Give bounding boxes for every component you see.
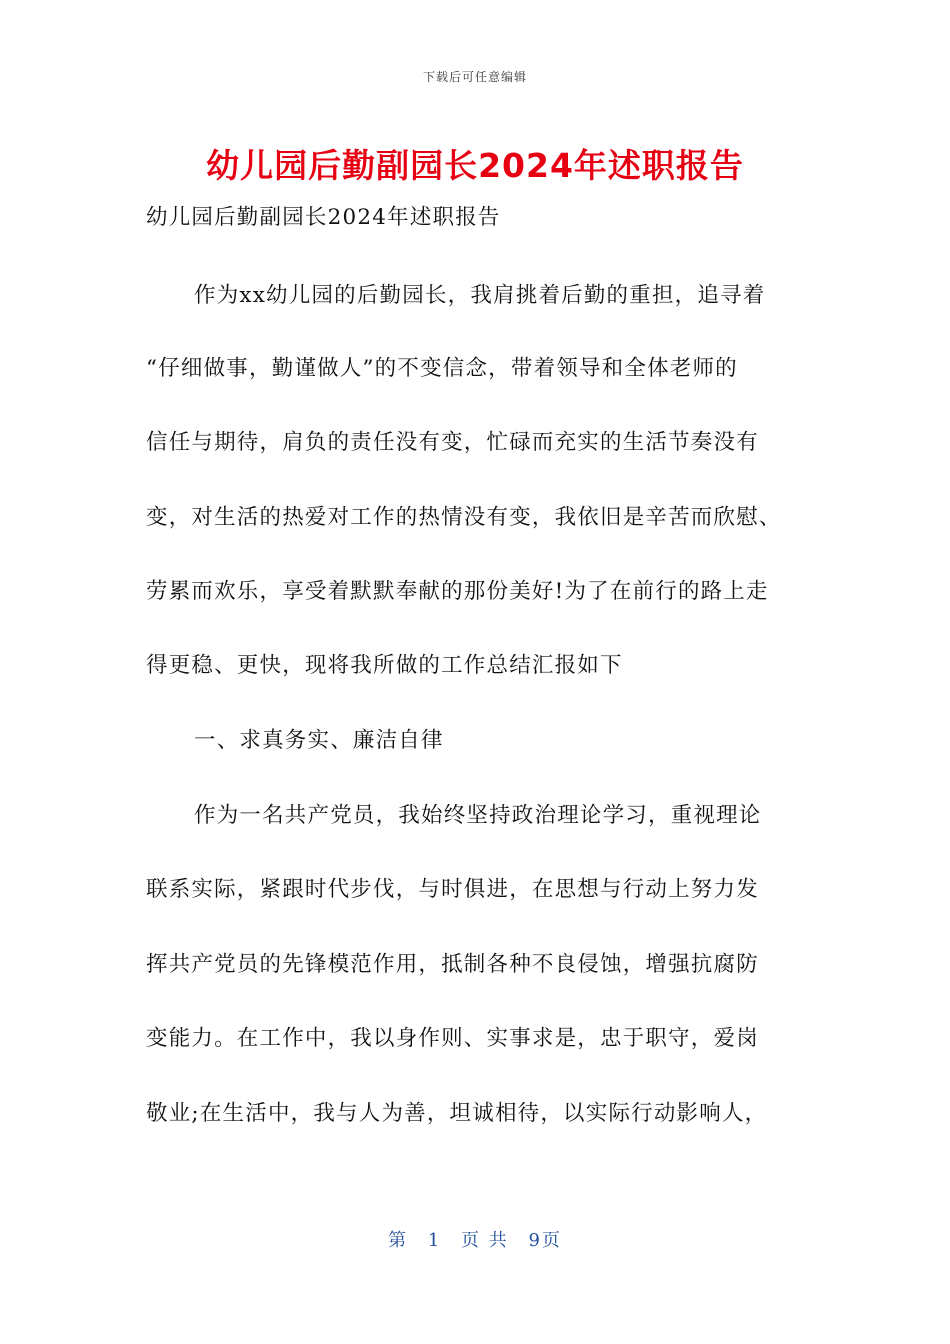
paragraph-line: 作为一名共产党员，我始终坚持政治理论学习，重视理论 <box>194 803 762 828</box>
paragraph-line: 作为xx幼儿园的后勤园长，我肩挑着后勤的重担，追寻着 <box>194 283 766 308</box>
document-title: 幼儿园后勤副园长2024年述职报告 <box>206 146 744 185</box>
header-note: 下载后可任意编辑 <box>422 70 527 84</box>
document-subtitle: 幼儿园后勤副园长2024年述职报告 <box>146 205 501 230</box>
paragraph-line: 变，对生活的热爱对工作的热情没有变，我依旧是辛苦而欣慰、 <box>146 505 782 530</box>
footer-middle: 页 共 <box>461 1230 509 1251</box>
paragraph-line: 联系实际，紧跟时代步伐，与时俱进，在思想与行动上努力发 <box>146 877 759 902</box>
footer-total-pages: 9页 <box>528 1230 562 1251</box>
paragraph-line: 变能力。在工作中，我以身作则、实事求是，忠于职守，爱岗 <box>146 1026 759 1051</box>
paragraph-line: 挥共产党员的先锋模范作用，抵制各种不良侵蚀，增强抗腐防 <box>146 952 759 977</box>
paragraph-line: “仔细做事，勤谨做人”的不变信念，带着领导和全体老师的 <box>146 356 738 381</box>
footer-current-page: 1 <box>427 1230 442 1251</box>
page-footer <box>0 1226 950 1252</box>
paragraph-line: 信任与期待，肩负的责任没有变，忙碌而充实的生活节奏没有 <box>146 430 759 455</box>
footer-prefix: 第 <box>388 1230 409 1251</box>
paragraph-line: 劳累而欢乐，享受着默默奉献的那份美好!为了在前行的路上走 <box>146 579 769 604</box>
paragraph-line: 得更稳、更快，现将我所做的工作总结汇报如下 <box>146 653 623 678</box>
paragraph-line: 敬业;在生活中，我与人为善，坦诚相待，以实际行动影响人， <box>146 1101 768 1126</box>
section-heading: 一、求真务实、廉洁自律 <box>194 728 444 753</box>
